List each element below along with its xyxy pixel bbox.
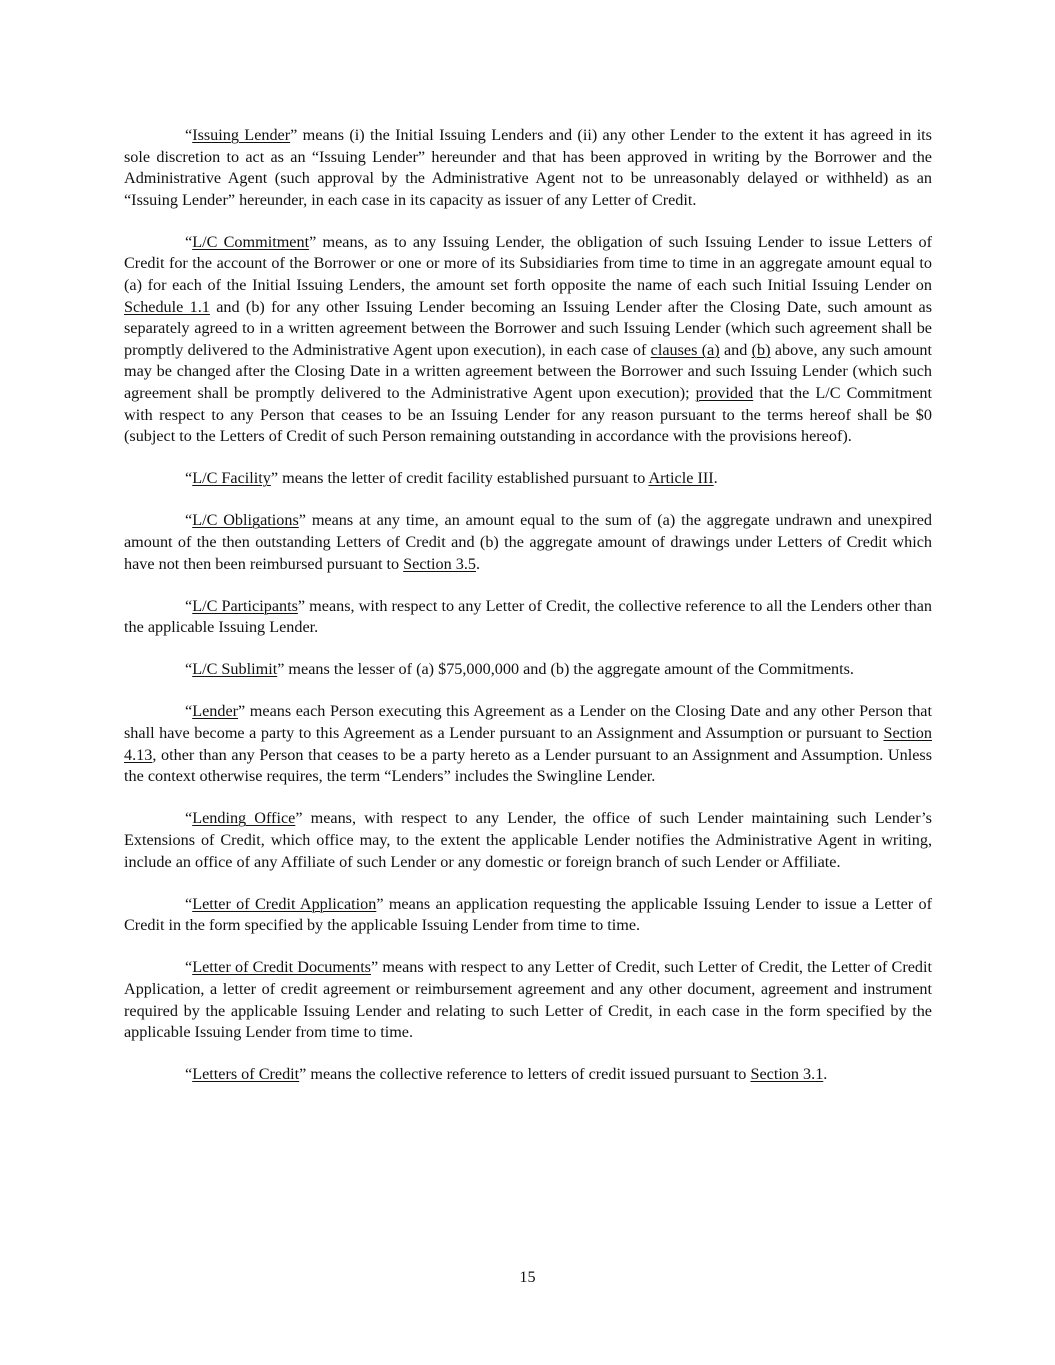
definition-text: and [719, 340, 752, 359]
open-quote: “ [185, 660, 193, 679]
cross-reference: Section 3.5 [403, 554, 476, 573]
open-quote: “ [185, 126, 193, 144]
definition-paragraph [124, 894, 932, 937]
definition-paragraph [124, 808, 932, 873]
definition-paragraph [124, 468, 932, 490]
defined-term: Lending Office [192, 809, 296, 828]
open-quote: “ [185, 809, 193, 828]
document-page [124, 125, 932, 1106]
definition-paragraph [124, 125, 932, 211]
cross-reference: Section 4.13 [124, 724, 932, 764]
open-quote: “ [185, 511, 193, 530]
definition-paragraph [124, 957, 932, 1043]
definition-paragraph [124, 1064, 932, 1086]
definition-paragraph [124, 659, 932, 681]
definition-text: ” means the lesser of (a) $75,000,000 and (b) the aggregate amount of the Commitments. [277, 660, 854, 679]
defined-term: L/C Sublimit [192, 660, 278, 679]
definition-text: and (b) for any other Issuing Lender becoming an Issuing Lender after the Closing Date, such amount as separately agreed to in a written agreement between the Borrower and such Issuing Lender (which such agreement shall be promptly delivered to the Administrative Agent upon execution), in each case of [124, 297, 932, 359]
definition-paragraph [124, 596, 932, 639]
defined-term: Lender [192, 702, 239, 721]
cross-reference: provided [695, 384, 754, 403]
definition-text: that the L/C Commitment with respect to any Person that ceases to be an Issuing Lender for any reason pursuant to the terms hereof shall be $0 (subject to the Letters of Credit of such Person remaining outstanding in accordance with the provisions hereof). [124, 384, 933, 446]
cross-reference: Article III [648, 469, 714, 488]
definitions-list [124, 125, 932, 1086]
definition-text: ” means, with respect to any Lender, the office of such Lender maintaining such Lender’s Extensions of Credit, which office may, to the extent the applicable Lender notifies the Administrative Agent in writing, include an office of any Affiliate of such Lender or any domestic or foreign branch of such Lender or Affiliate. [124, 809, 932, 871]
defined-term: Letter of Credit Documents [192, 958, 371, 977]
definition-text: ” means (i) the Initial Issuing Lenders and (ii) any other Lender to the extent it has agreed in its sole discretion to act as an “Issuing Lender” hereunder and that has been approved in writing by the Borrower and the Administrative Agent (such approval by the Administrative Agent not to be unreasonably delayed or withheld) as an “Issuing Lender” hereunder, in each case in its capacity as issuer of any Letter of Credit. [124, 126, 932, 209]
definition-text: ” means, as to any Issuing Lender, the obligation of such Issuing Lender to issue Letters of Credit for the account of the Borrower or one or more of its Subsidiaries from time to time in an aggregate amount equal to (a) for each of the Initial Issuing Lenders, the amount set forth opposite the name of each such Initial Issuing Lender on [124, 232, 932, 295]
definition-paragraph [124, 701, 932, 787]
definition-text: ” means, with respect to any Letter of Credit, the collective reference to all the Lenders other than the applicable Issuing Lender. [124, 596, 932, 637]
definition-paragraph [124, 232, 932, 448]
definition-paragraph [124, 510, 932, 575]
defined-term: L/C Participants [192, 596, 298, 615]
cross-reference: (b) [751, 340, 771, 359]
defined-term: L/C Facility [192, 469, 271, 488]
definition-text: ” means each Person executing this Agreement as a Lender on the Closing Date and any other Person that shall have become a party to this Agreement as a Lender pursuant to an Assignment and Assumption or pursuant to [124, 702, 932, 743]
open-quote: “ [185, 469, 193, 488]
open-quote: “ [185, 596, 193, 615]
cross-reference: Section 3.1 [750, 1065, 824, 1084]
cross-reference: Schedule 1.1 [124, 297, 210, 316]
open-quote: “ [185, 702, 193, 721]
page-number: 15 [519, 1268, 536, 1286]
definition-text: . [476, 554, 481, 573]
defined-term: L/C Obligations [192, 511, 299, 530]
open-quote: “ [185, 894, 193, 913]
open-quote: “ [185, 1065, 193, 1084]
open-quote: “ [185, 958, 193, 977]
definition-text: ” means an application requesting the applicable Issuing Lender to issue a Letter of Credit in the form specified by the applicable Issuing Lender from time to time. [124, 894, 932, 935]
definition-text: ” means the collective reference to letters of credit issued pursuant to [299, 1065, 751, 1084]
defined-term: Letters of Credit [192, 1065, 300, 1084]
definition-text: ” means the letter of credit facility established pursuant to [270, 469, 649, 488]
defined-term: L/C Commitment [192, 232, 310, 251]
cross-reference: clauses (a) [650, 340, 720, 359]
definition-text: above, any such amount may be changed after the Closing Date in a written agreement between the Borrower and such Issuing Lender (which such agreement shall be promptly delivered to the Administrative Agent upon execution); [124, 340, 933, 403]
definition-text: , other than any Person that ceases to be a party hereto as a Lender pursuant to an Assignment and Assumption. Unless the context otherwise requires, the term “Lenders” includes the Swingline Lender. [124, 745, 932, 786]
definition-text: . [713, 469, 718, 488]
defined-term: Issuing Lender [192, 126, 291, 144]
open-quote: “ [185, 232, 193, 251]
defined-term: Letter of Credit Application [192, 894, 377, 913]
definition-text: ” means at any time, an amount equal to the sum of (a) the aggregate undrawn and unexpired amount of the then outstanding Letters of Credit and (b) the aggregate amount of drawings under Letters of Credit which have not then been reimbursed pursuant to [124, 511, 932, 573]
definition-text: . [823, 1065, 828, 1084]
definition-text: ” means with respect to any Letter of Credit, such Letter of Credit, the Letter of Credit Application, a letter of credit agreement or reimbursement agreement and any other document, agreement and instrument required by the applicable Issuing Lender and relating to such Letter of Credit, in each case in the form specified by the applicable Issuing Lender from time to time. [124, 958, 932, 1042]
